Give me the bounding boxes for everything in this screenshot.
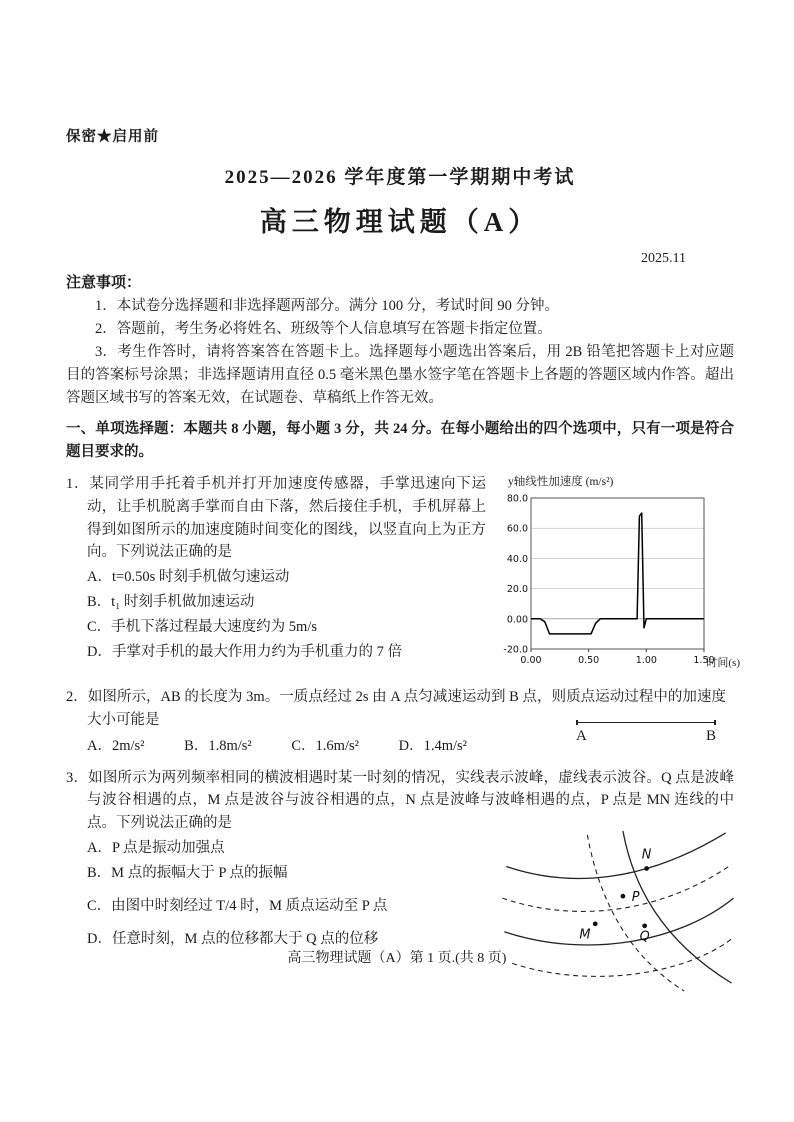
wave-trough-line — [502, 865, 731, 912]
svg-text:60.0: 60.0 — [506, 523, 528, 535]
question-1-text — [66, 473, 486, 677]
question-3-option-b: B．M 点的振幅大于 P 点的振幅 — [87, 865, 288, 882]
svg-text:-20.0: -20.0 — [503, 644, 528, 656]
note-item-1: 1．本试卷分选择题和非选择题两部分。满分 100 分，考试时间 90 分钟。 — [95, 298, 559, 315]
ab-segment-diagram — [576, 722, 716, 749]
exam-title: 2025—2026 学年度第一学期期中考试 — [224, 166, 576, 188]
point-q-label: Q — [639, 929, 650, 945]
page-footer: 高三物理试题（A）第 1 页.(共 8 页) — [287, 951, 507, 966]
svg-text:20.0: 20.0 — [506, 583, 528, 595]
point-p-dot — [621, 894, 626, 899]
chart-x-axis-label: 时间(s) — [706, 657, 740, 670]
question-2-option-c: C．1.6m/s² — [291, 737, 359, 754]
svg-text:80.0: 80.0 — [506, 493, 528, 505]
svg-text:1.00: 1.00 — [635, 654, 657, 666]
svg-text:40.0: 40.0 — [506, 553, 528, 565]
point-n-label: N — [641, 847, 652, 863]
note-item-3: 3．考生作答时，请将答案答在答题卡上。选择题每小题选出答案后，用 2B 铅笔把答题卡上对应题目的答案标号涂黑；非选择题请用直径 0.5 毫米黑色墨水签字笔在答题卡上各题的答题区域内作答。超出答题区域书写的答案无效，在试题卷、草稿纸上作答无效。 — [66, 344, 734, 406]
question-3-stem: 3．如图所示为两列频率相同的横波相遇时某一时刻的情况，实线表示波峰，虚线表示波谷。Q 点是波峰与波谷相遇的点，M 点是波谷与波谷相遇的点，N 点是波峰与波峰相遇的点，P 点是 MN 连线的中点。下列说法正确的是 — [66, 769, 734, 832]
question-1-option-c: C．手机下落过程最大速度约为 5m/s — [87, 619, 318, 636]
ab-segment-labels — [576, 725, 716, 749]
svg-text:0.00: 0.00 — [520, 654, 542, 666]
wave-interference-diagram — [496, 827, 734, 1001]
section-1-heading: 一、单项选择题：本题共 8 小题，每小题 3 分，共 24 分。在每小题给出的四个选项中，只有一项是符合题目要求的。 — [66, 420, 734, 460]
acceleration-graph — [494, 491, 734, 669]
question-2-option-b: B．1.8m/s² — [184, 737, 252, 754]
point-m-label: M — [579, 927, 591, 943]
question-1-stem: 1．某同学用手托着手机并打开加速度传感器，手掌迅速向下运动，让手机脱离手掌而自由下落，然后接住手机，手机屏幕上得到如图所示的加速度随时间变化的图线，以竖直向上为正方向。下列说法正确的是 — [66, 475, 486, 561]
point-a-label: A — [576, 727, 587, 744]
question-3-options — [66, 835, 496, 1001]
question-3-option-d: D．任意时刻，M 点的位移都大于 Q 点的位移 — [87, 930, 379, 947]
question-2-option-d: D．1.4m/s² — [398, 737, 468, 754]
notes-heading: 注意事项： — [66, 274, 142, 291]
question-1 — [66, 473, 740, 677]
svg-text:1.50: 1.50 — [693, 654, 715, 666]
question-1-option-a: A．t=0.50s 时刻手机做匀速运动 — [87, 569, 290, 586]
exam-date: 2025.11 — [641, 250, 686, 266]
question-1-option-d: D．手掌对手机的最大作用力约为手机重力的 7 倍 — [87, 644, 402, 661]
point-m-dot — [593, 922, 598, 927]
svg-text:0.50: 0.50 — [578, 654, 600, 666]
acceleration-chart — [494, 473, 740, 677]
svg-text:0.00: 0.00 — [506, 614, 528, 626]
exam-subtitle: 高三物理试题（A） — [259, 206, 541, 237]
wave-crest-line — [504, 898, 733, 945]
question-1-option-b: B．t₁ 时刻手机做加速运动 — [87, 594, 255, 611]
question-2 — [66, 686, 734, 758]
wave-crest-line — [506, 833, 725, 879]
question-3-option-a: A．P 点是振动加强点 — [87, 840, 225, 857]
point-b-label: B — [705, 727, 716, 744]
notes-section — [66, 272, 734, 410]
note-item-2: 2．答题前，考生务必将姓名、班级等个人信息填写在答题卡指定位置。 — [95, 321, 552, 338]
point-n-dot — [644, 866, 649, 871]
question-2-option-a: A．2m/s² — [87, 737, 145, 754]
chart-y-axis-label: y轴线性加速度 (m/s²) — [508, 475, 614, 488]
question-2-stem: 2．如图所示，AB 的长度为 3m。一质点经过 2s 由 A 点匀减速运动到 B 点，则质点运动过程中的加速度大小可能是 — [66, 688, 726, 728]
ab-segment-line — [576, 722, 716, 723]
security-notice: 保密★启用前 — [66, 129, 159, 145]
question-3-option-c: C．由图中时刻经过 T/4 时，M 质点运动至 P 点 — [87, 898, 388, 915]
point-p-label: P — [631, 890, 640, 906]
point-q-dot — [642, 924, 647, 929]
